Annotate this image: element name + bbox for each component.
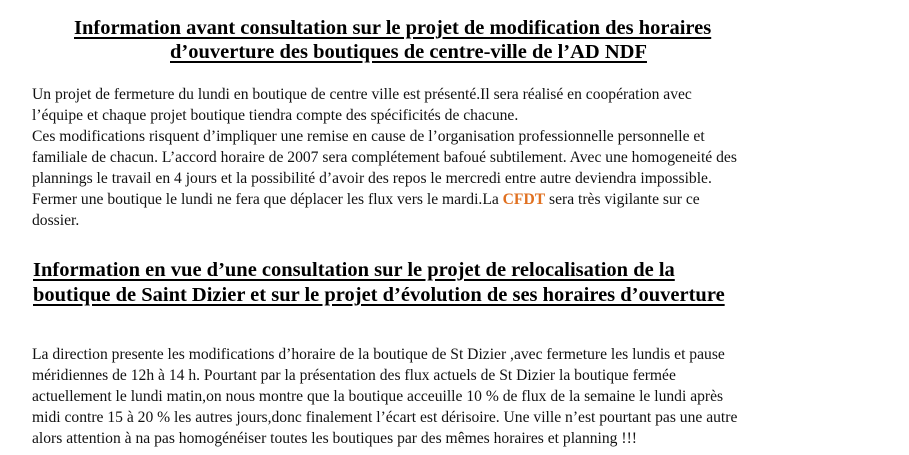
section1-line-1: Un projet de fermeture du lundi en boutique de centre ville est présenté.Il sera réalisé en coopération avec (32, 86, 692, 103)
section2-line-1: La direction presente les modifications d’horaire de la boutique de St Dizier ,avec fermeture les lundis et pause (32, 346, 725, 363)
section1-line-6 (32, 189, 737, 210)
section2-line-4: midi contre 15 à 20 % les autres jours,donc finalement l’écart est dérisoire. Une ville n’est pourtant pas une autre (32, 409, 738, 426)
section2-line-2: méridiennes de 12h à 14 h. Pourtant par la présentation des flux actuels de St Dizier la boutique fermée (32, 367, 676, 384)
section1-heading-line2: d’ouverture des boutiques de centre-ville de l’AD NDF (170, 41, 647, 63)
cfdt-brand-text: CFDT (502, 191, 546, 208)
section1-line-2: l’équipe et chaque projet boutique tiendra compte des spécificités de chacune. (32, 107, 519, 124)
section1-line-3: Ces modifications risquent d’impliquer une remise en cause de l’organisation professionnelle personnelle et (32, 128, 705, 145)
section2-paragraph (32, 344, 737, 449)
section1-line-6-after: sera très vigilante sur ce (545, 191, 700, 208)
section2-heading-line2: boutique de Saint Dizier et sur le projet d’évolution de ses horaires d’ouverture (33, 284, 725, 306)
section1-heading-line1: Information avant consultation sur le projet de modification des horaires (74, 17, 712, 39)
section2-line-3: actuellement le lundi matin,on nous montre que la boutique acceuille 10 % de flux de la semaine le lundi après (32, 388, 724, 405)
section2-heading-line1: Information en vue d’une consultation sur le projet de relocalisation de la (33, 259, 675, 281)
section1-line-7: dossier. (32, 212, 80, 229)
section1-line-4: familiale de chacun. L’accord horaire de 2007 sera complétement bafoué subtilement. Avec une homogeneité des (32, 149, 737, 166)
section2-line-5: alors attention à na pas homogénéiser toutes les boutiques par des mêmes horaires et planning !!! (32, 430, 637, 447)
section1-line-5: plannings le travail en 4 jours et la possibilité d’avoir des repos le mercredi entre autre deviendra impossible. (32, 170, 712, 187)
section1-paragraph (32, 84, 737, 231)
section1-line-6-before: Fermer une boutique le lundi ne fera que déplacer les flux vers le mardi.La (32, 191, 503, 208)
